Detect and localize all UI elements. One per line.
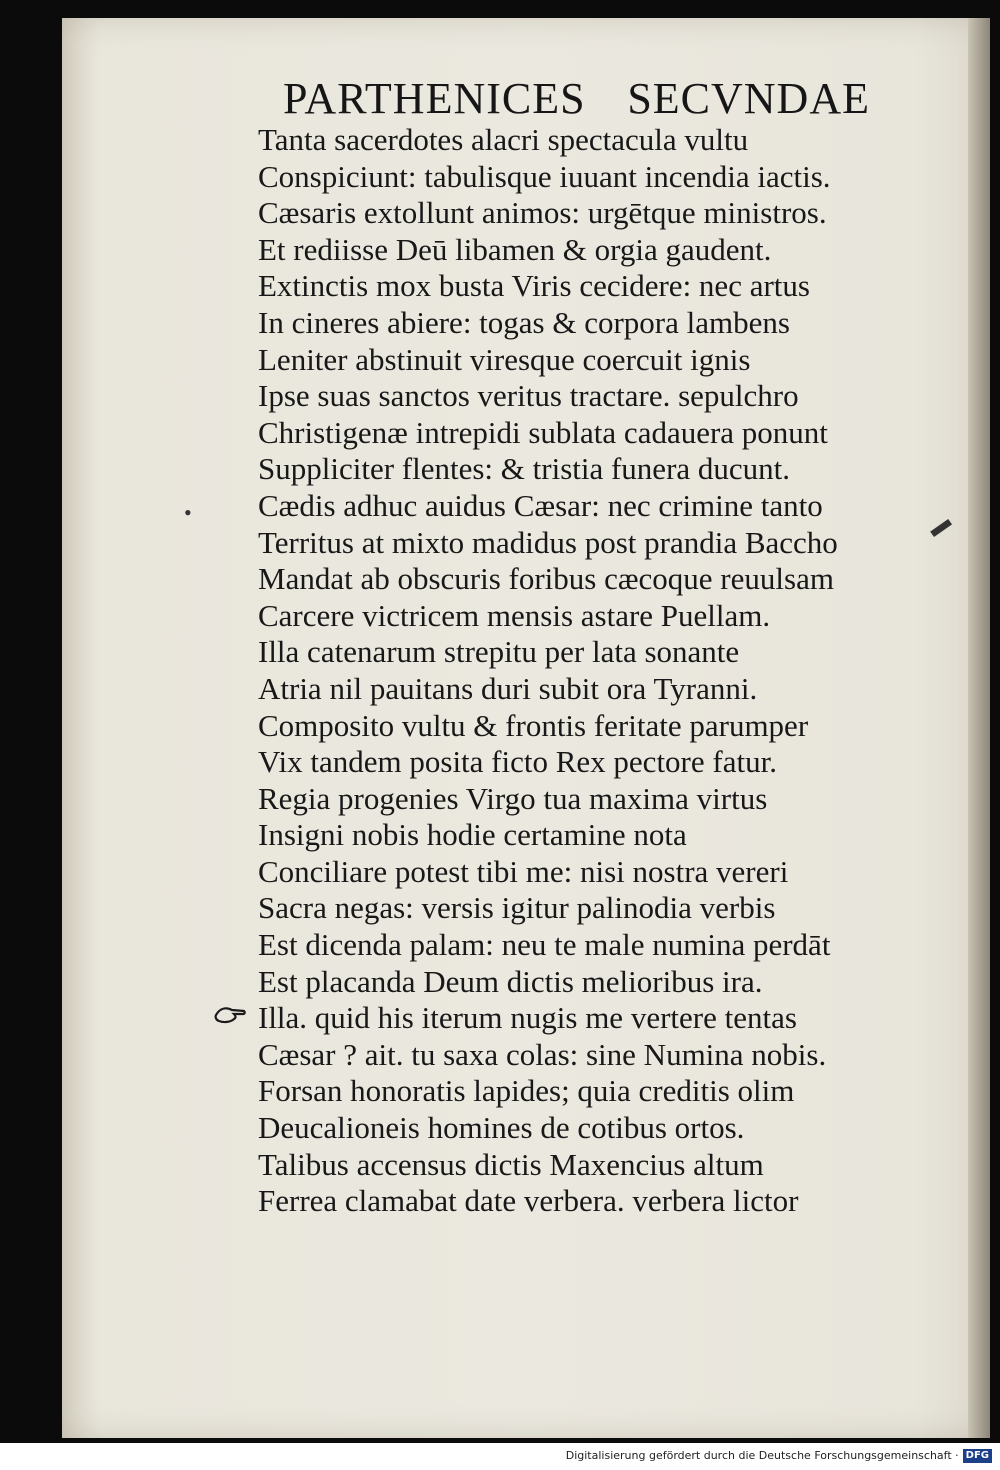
verse-line: Cæsar ? ait. tu saxa colas: sine Numina nobis. [258,1036,827,1072]
verse-line: Suppliciter flentes: & tristia funera ducunt. [258,451,791,487]
verse-line: Extinctis mox busta Viris cecidere: nec artus [258,268,810,304]
verse-line: Territus at mixto madidus post prandia Baccho [258,524,838,560]
verse-line: Cæsaris extollunt animos: urgētque ministros. [258,195,827,231]
verse-line: Leniter abstinuit viresque coercuit ignis [258,341,751,377]
running-head-left: PARTHENICES [283,74,586,123]
verse-line: Cædis adhuc auidus Cæsar: nec crimine tanto [258,487,823,523]
verse-line: Insigni nobis hodie certamine nota [258,817,687,853]
verse-line: Deucalioneis homines de cotibus ortos. [258,1110,745,1146]
verse-line: Conciliare potest tibi me: nisi nostra vereri [258,853,789,889]
verse-line: Est dicenda palam: neu te male numina perdāt [258,927,831,963]
verse-line: Illa catenarum strepitu per lata sonante [258,634,740,670]
verse-line: Sacra negas: versis igitur palinodia verbis [258,890,776,926]
verse-line: Mandat ab obscuris foribus cæcoque reuulsam [258,561,834,597]
running-head-right: SECVNDAE [627,74,870,123]
verse-line: Ipse suas sanctos veritus tractare. sepulchro [258,378,799,414]
digitization-credit [566,1446,992,1466]
verse-line: Illa. quid his iterum nugis me vertere tentas [258,1000,797,1036]
verse-line: Forsan honoratis lapides; quia creditis olim [258,1073,795,1109]
verse-line: Talibus accensus dictis Maxencius altum [258,1146,764,1182]
verse-line: Ferrea clamabat date verbera. verbera lictor [258,1183,799,1219]
ink-speck: • [184,500,192,525]
verse-line: In cineres abiere: togas & corpora lambens [258,304,790,340]
verse-line: Regia progenies Virgo tua maxima virtus [258,780,768,816]
digitization-credit-text: Digitalisierung gefördert durch die Deutsche Forschungsgemeinschaft · [565,1449,959,1462]
verse-line: Carcere victricem mensis astare Puellam. [258,597,771,633]
verse-line: Vix tandem posita ficto Rex pectore fatur. [258,744,777,780]
verse-line: Est placanda Deum dictis melioribus ira. [258,963,763,999]
verse-line: Et rediisse Deū libamen & orgia gaudent. [258,231,772,267]
ink-speck: ▬ [922,508,955,542]
verse-line: Tanta sacerdotes alacri spectacula vultu [258,122,749,157]
verse-text-block [258,122,918,1220]
running-head [283,76,870,122]
page-edge [968,18,990,1438]
verse-line: Conspiciunt: tabulisque iuuant incendia iactis. [258,158,831,194]
manicule-icon [214,1002,246,1028]
verse-line: Composito vultu & frontis feritate parumper [258,707,809,743]
dfg-logo: DFG [963,1449,992,1463]
verse-line: Atria nil pauitans duri subit ora Tyranni. [258,670,758,706]
verse-line: Christigenæ intrepidi sublata cadauera ponunt [258,414,828,450]
